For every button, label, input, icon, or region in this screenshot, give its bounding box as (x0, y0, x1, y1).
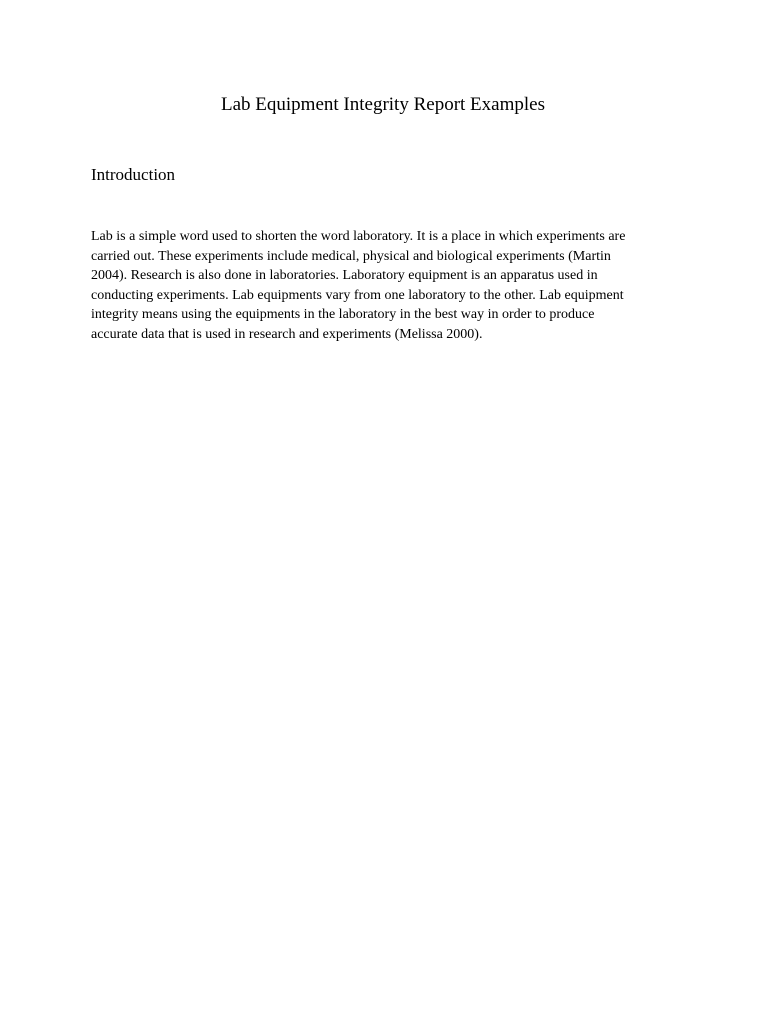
document-title: Lab Equipment Integrity Report Examples (221, 94, 545, 115)
paragraph-line: integrity means using the equipments in the laboratory in the best way in order to produce (91, 307, 595, 322)
paragraph-line: 2004). Research is also done in laboratories. Laboratory equipment is an apparatus used in (91, 268, 598, 283)
introduction-paragraph (91, 227, 691, 344)
paragraph-line: conducting experiments. Lab equipments vary from one laboratory to the other. Lab equipment (91, 287, 624, 303)
paragraph-line: accurate data that is used in research and experiments (Melissa 2000). (91, 326, 483, 342)
section-heading-introduction: Introduction (91, 165, 176, 184)
paragraph-line: carried out. These experiments include medical, physical and biological experiments (Martin (91, 248, 611, 264)
paragraph-line: Lab is a simple word used to shorten the word laboratory. It is a place in which experiments are (91, 229, 626, 244)
